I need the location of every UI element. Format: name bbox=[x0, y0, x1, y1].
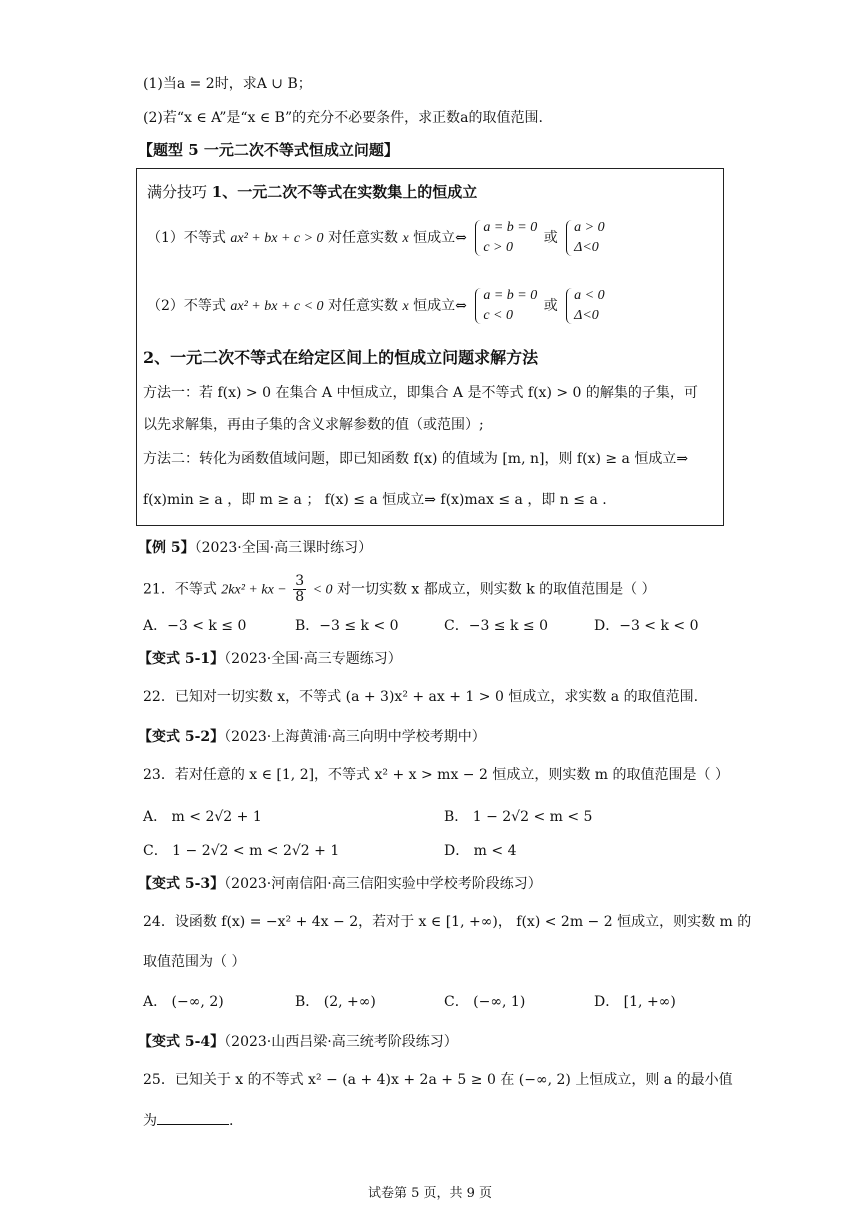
method-2-line-2: f(x)min ≥ a ，即 m ≥ a ； f(x) ≤ a 恒成立⇒ f(x)max ≤ a ，即 n ≤ a . bbox=[143, 492, 607, 508]
example-5-tag: 【例 5】 bbox=[138, 540, 195, 556]
q21-option-c: C．−3 ≤ k ≤ 0 bbox=[444, 618, 549, 634]
variant-5-4-source: （2023·山西吕梁·高三统考阶段练习） bbox=[224, 1034, 458, 1050]
question-21 bbox=[143, 574, 656, 605]
method-1-line-1: 方法一：若 f(x) > 0 在集合 A 中恒成立，即集合 A 是不等式 f(x) > 0 的解集的子集，可 bbox=[143, 385, 698, 401]
variant-5-1-source: （2023·全国·高三专题练习） bbox=[224, 651, 402, 667]
example-5-header bbox=[138, 538, 372, 558]
tips-item-1 bbox=[147, 218, 607, 258]
tips-heading-2: 2、一元二次不等式在给定区间上的恒成立问题求解方法 bbox=[143, 348, 539, 367]
q23-option-a: A． m < 2√2 + 1 bbox=[143, 809, 262, 825]
variant-5-2-tag: 【变式 5-2】 bbox=[138, 729, 225, 745]
q21-expr-a: 2kx² + kx − bbox=[221, 582, 287, 598]
item1-or: 或 bbox=[543, 230, 558, 246]
q21-option-a: A．−3 < k ≤ 0 bbox=[143, 618, 247, 634]
variant-5-4-tag: 【变式 5-4】 bbox=[138, 1034, 225, 1050]
item2-var: x bbox=[402, 299, 409, 314]
q25-prefix: 为 bbox=[143, 1113, 157, 1129]
section-title: 【题型 5 一元二次不等式恒成立问题】 bbox=[138, 141, 399, 159]
q23-option-b: B． 1 − 2√2 < m < 5 bbox=[444, 809, 593, 825]
item2-prefix: （2）不等式 bbox=[147, 298, 226, 314]
q21-fraction: $\frac{3}{8}$ bbox=[295, 573, 305, 605]
question-part-2: (2)若“x ∈ A”是“x ∈ B”的充分不必要条件，求正数a的取值范围. bbox=[143, 110, 543, 126]
item1-prefix: （1）不等式 bbox=[147, 230, 226, 246]
q24-option-a: A． (−∞, 2) bbox=[143, 994, 224, 1010]
item2-mid: 对任意实数 bbox=[328, 298, 399, 314]
item2-suffix: 恒成立⇔ bbox=[413, 298, 467, 314]
item2-system-1: a = b = 0 c < 0 bbox=[473, 286, 537, 326]
item2-system-2: a < 0 Δ<0 bbox=[564, 286, 604, 326]
tips-lead: 满分技巧 bbox=[147, 183, 208, 201]
q24-option-b: B． (2, +∞) bbox=[295, 994, 376, 1010]
example-5-source: （2023·全国·高三课时练习） bbox=[194, 540, 373, 556]
item1-mid: 对任意实数 bbox=[328, 230, 399, 246]
page-footer: 试卷第 5 页，共 9 页 bbox=[367, 1186, 493, 1201]
q23-option-d: D． m < 4 bbox=[444, 843, 517, 859]
q21-suffix: 对一切实数 x 都成立，则实数 k 的取值范围是（ ） bbox=[336, 581, 656, 598]
answer-blank[interactable] bbox=[157, 1110, 229, 1125]
q21-option-d: D．−3 < k < 0 bbox=[594, 618, 699, 634]
question-25-line-1: 25．已知关于 x 的不等式 x² − (a + 4)x + 2a + 5 ≥ 0 在 (−∞, 2) 上恒成立，则 a 的最小值 bbox=[143, 1072, 733, 1088]
variant-5-3-source: （2023·河南信阳·高三信阳实验中学校考阶段练习） bbox=[224, 876, 542, 892]
q25-suffix: . bbox=[229, 1113, 234, 1129]
q21-prefix: 21．不等式 bbox=[143, 581, 217, 598]
tips-item-2 bbox=[147, 286, 607, 326]
question-25-line-2 bbox=[143, 1110, 233, 1131]
question-23: 23．若对任意的 x ∈ [1, 2]，不等式 x² + x > mx − 2 恒成立，则实数 m 的取值范围是（ ） bbox=[143, 767, 729, 783]
tips-heading-1-text: 1、一元二次不等式在实数集上的恒成立 bbox=[211, 183, 478, 201]
item2-or: 或 bbox=[543, 298, 558, 314]
item1-var: x bbox=[402, 231, 409, 246]
tips-heading-1 bbox=[147, 182, 477, 202]
question-22: 22．已知对一切实数 x，不等式 (a + 3)x² + ax + 1 > 0 恒成立，求实数 a 的取值范围. bbox=[143, 689, 699, 705]
variant-5-1-tag: 【变式 5-1】 bbox=[138, 651, 225, 667]
q21-option-b: B．−3 ≤ k < 0 bbox=[295, 618, 399, 634]
item1-expr: ax² + bx + c > 0 bbox=[230, 231, 324, 246]
variant-5-2-source: （2023·上海黄浦·高三向明中学校考期中） bbox=[224, 729, 486, 745]
variant-5-1-header bbox=[138, 649, 402, 669]
question-24-line-1: 24．设函数 f(x) = −x² + 4x − 2，若对于 x ∈ [1, +∞)， f(x) < 2m − 2 恒成立，则实数 m 的 bbox=[143, 914, 752, 930]
question-part-1: (1)当a = 2时，求A ∪ B； bbox=[143, 76, 312, 92]
q24-option-c: C． (−∞, 1) bbox=[444, 994, 526, 1010]
method-1-line-2: 以先求解集，再由子集的含义求解参数的值（或范围）; bbox=[143, 417, 484, 433]
item1-system-2: a > 0 Δ<0 bbox=[564, 218, 604, 258]
variant-5-2-header bbox=[138, 727, 486, 747]
variant-5-3-header bbox=[138, 874, 542, 894]
method-2-line-1: 方法二：转化为函数值域问题，即已知函数 f(x) 的值域为 [m, n]，则 f(x) ≥ a 恒成立⇒ bbox=[143, 451, 689, 467]
q24-option-d: D． [1, +∞) bbox=[594, 994, 676, 1010]
variant-5-3-tag: 【变式 5-3】 bbox=[138, 876, 225, 892]
item2-expr: ax² + bx + c < 0 bbox=[230, 299, 324, 314]
item1-system-1: a = b = 0 c > 0 bbox=[473, 218, 537, 258]
variant-5-4-header bbox=[138, 1032, 458, 1052]
item1-suffix: 恒成立⇔ bbox=[413, 230, 467, 246]
q23-option-c: C． 1 − 2√2 < m < 2√2 + 1 bbox=[143, 843, 340, 859]
question-24-line-2: 取值范围为（ ） bbox=[143, 954, 246, 970]
q21-expr-b: < 0 bbox=[312, 582, 333, 598]
